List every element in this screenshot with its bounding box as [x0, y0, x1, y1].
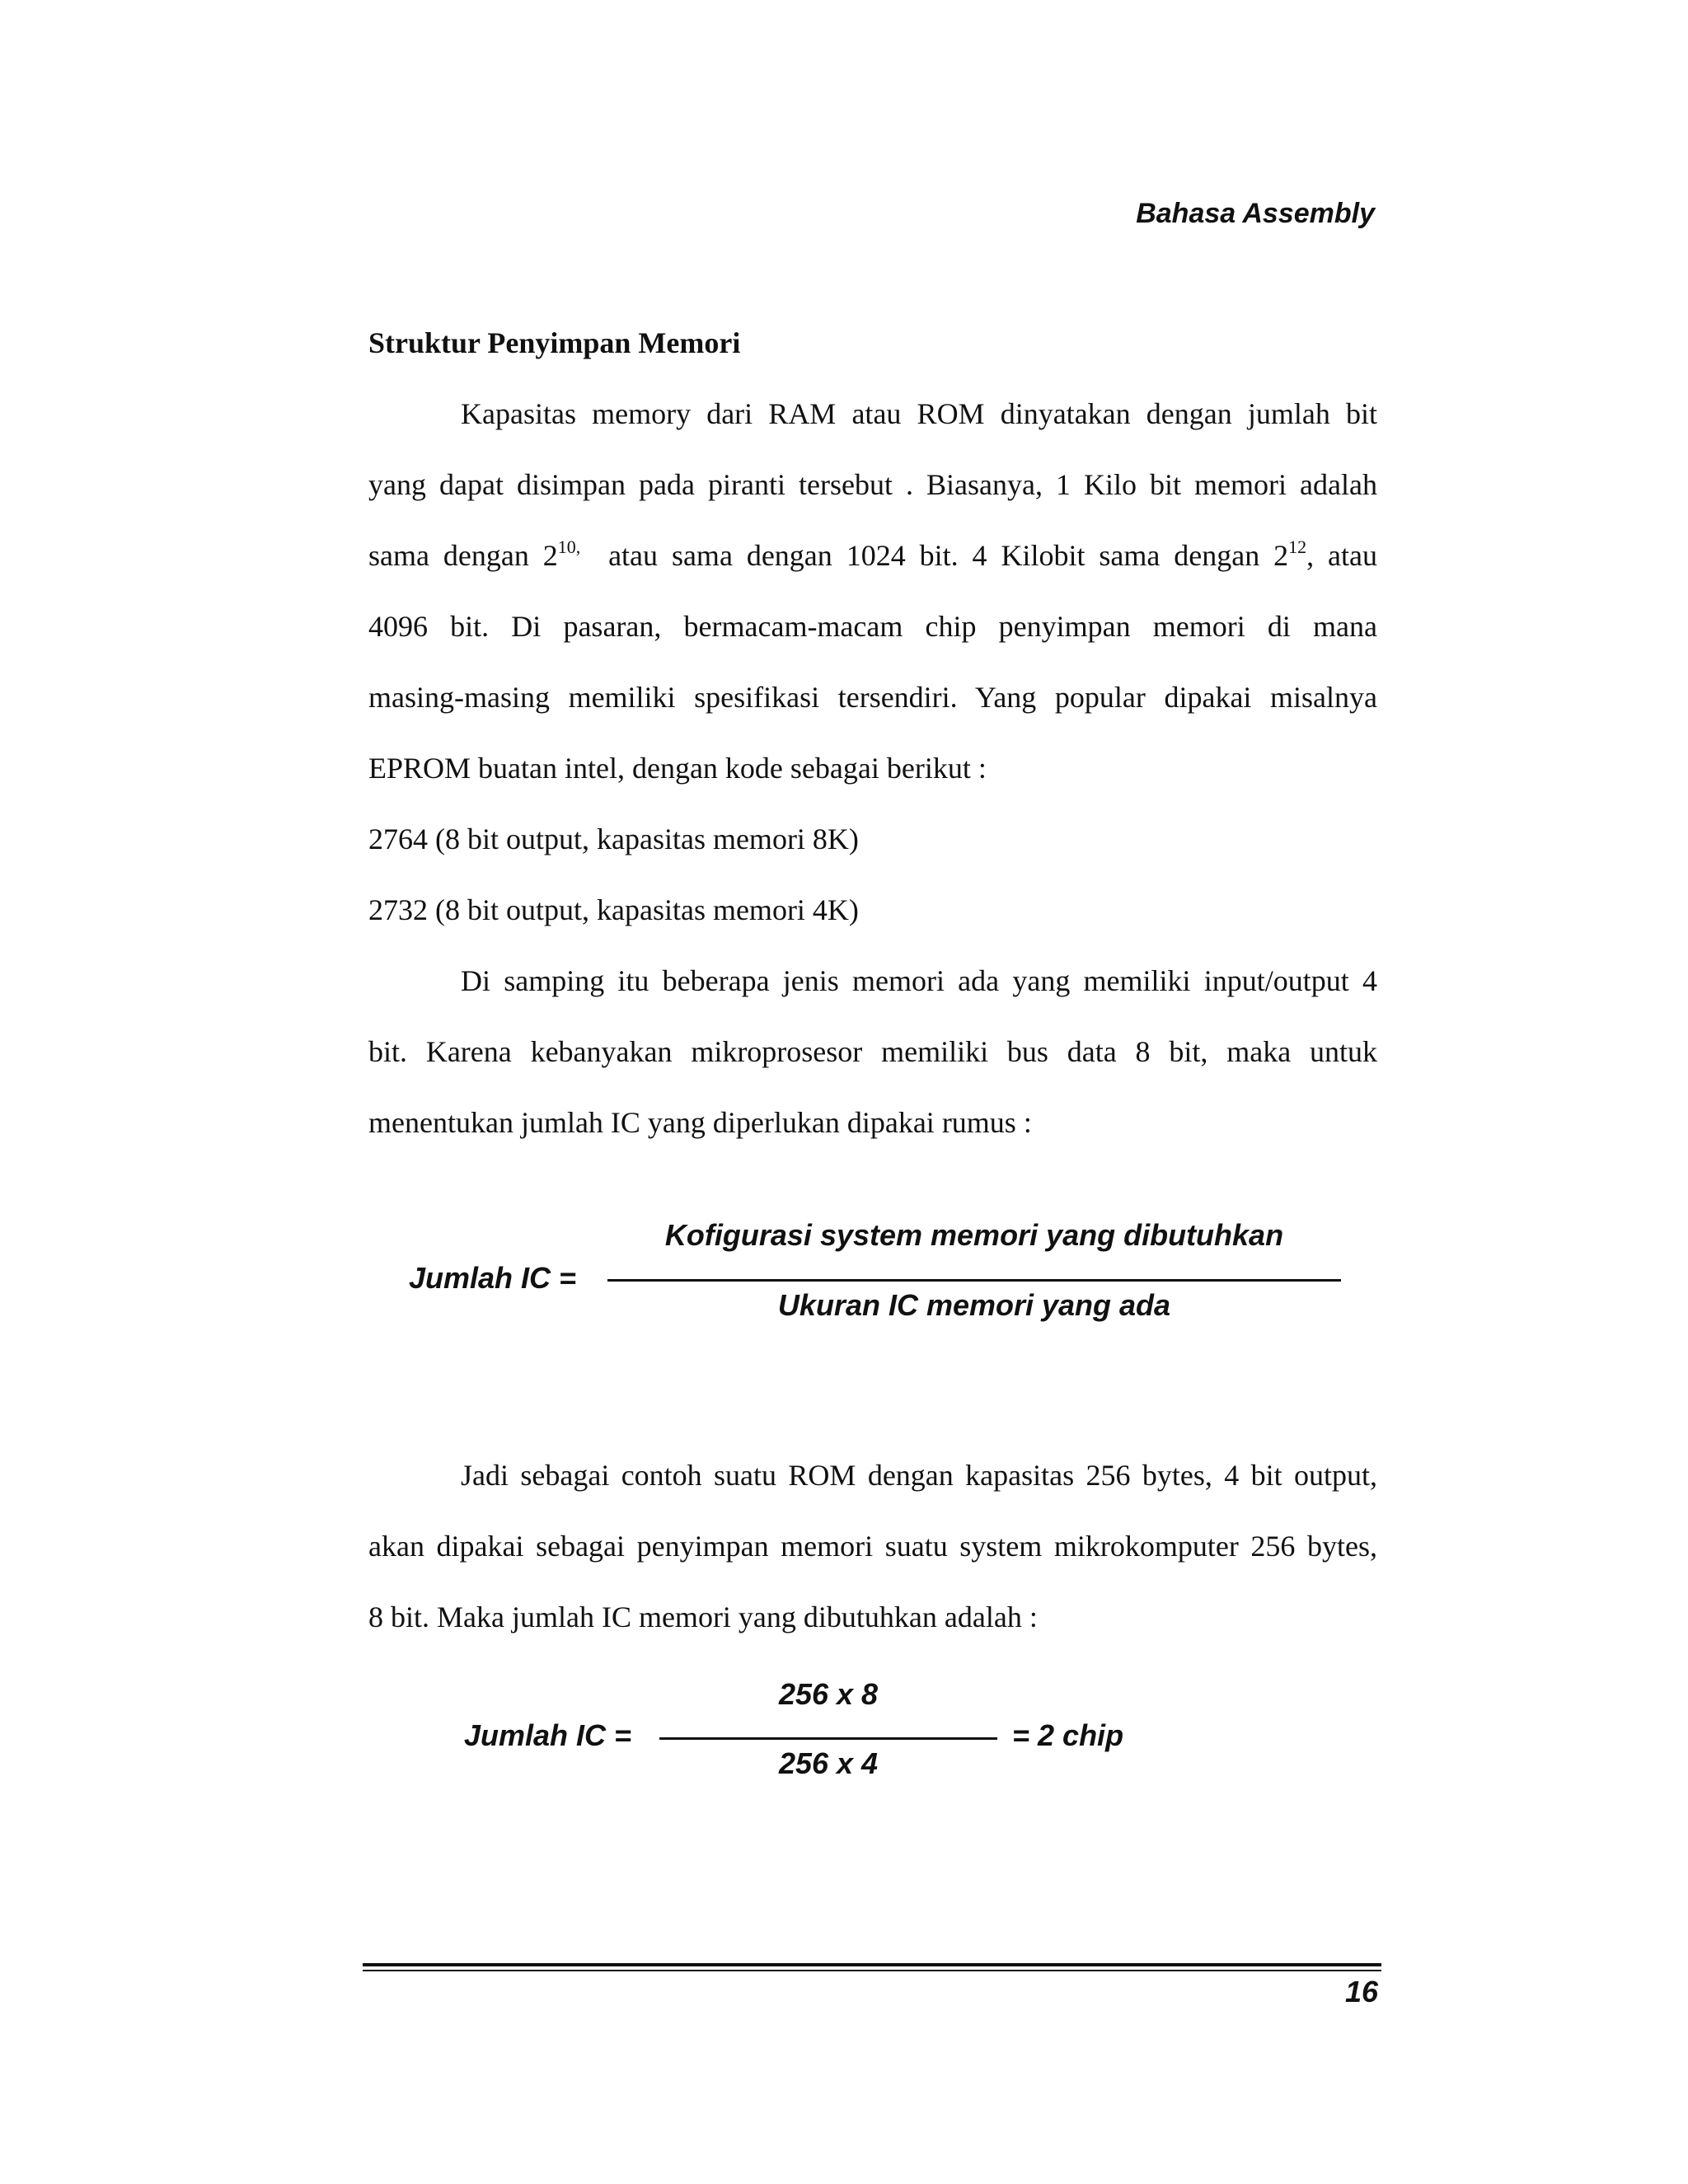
formula1-denominator: Ukuran IC memori yang ada: [777, 1288, 1171, 1322]
section-title: Struktur Penyimpan Memori: [368, 326, 741, 359]
formula2-result: = 2 chip: [1012, 1718, 1124, 1752]
para1-line3: [368, 537, 1377, 574]
running-header: Bahasa Assembly: [1136, 198, 1375, 229]
page-number: 16: [1344, 1975, 1378, 2008]
para3-line3: 8 bit. Maka jumlah IC memori yang dibutuhkan adalah :: [368, 1601, 1038, 1633]
formula1-numerator: Kofigurasi system memori yang dibutuhkan: [664, 1218, 1284, 1252]
para1-line3-c: , atau: [1306, 539, 1377, 572]
para1-line6: EPROM buatan intel, dengan kode sebagai berikut :: [368, 752, 987, 785]
superscript-10: 10,: [557, 537, 581, 557]
para1-line5: masing-masing memiliki spesifikasi tersendiri. Yang popular dipakai misalnya: [368, 681, 1377, 714]
para3-line1: Jadi sebagai contoh suatu ROM dengan kapasitas 256 bytes, 4 bit output,: [461, 1459, 1377, 1492]
formula1-lhs: Jumlah IC =: [409, 1261, 577, 1295]
formula2-numerator: 256 x 8: [778, 1677, 879, 1711]
para2-line1: Di samping itu beberapa jenis memori ada yang memiliki input/output 4: [461, 964, 1377, 997]
para1-line3-b: atau sama dengan 1024 bit. 4 Kilobit sama dengan 2: [608, 539, 1289, 572]
formula2-lhs: Jumlah IC =: [464, 1718, 632, 1752]
formula1-fraction-bar: [607, 1279, 1341, 1282]
footer-rule-thin: [363, 1970, 1381, 1971]
para1-line4: 4096 bit. Di pasaran, bermacam-macam chip penyimpan memori di mana: [368, 610, 1377, 643]
para3-line2: akan dipakai sebagai penyimpan memori suatu system mikrokomputer 256 bytes,: [368, 1530, 1377, 1563]
footer-rule-thick: [363, 1963, 1381, 1966]
para1-line2: yang dapat disimpan pada piranti tersebut . Biasanya, 1 Kilo bit memori adalah: [368, 468, 1377, 501]
para2-line3: menentukan jumlah IC yang diperlukan dipakai rumus :: [368, 1106, 1032, 1139]
formula2-denominator: 256 x 4: [778, 1746, 879, 1780]
para2-line2: bit. Karena kebanyakan mikroprosesor memiliki bus data 8 bit, maka untuk: [368, 1035, 1377, 1068]
para1-line3-a: sama dengan 2: [368, 539, 558, 572]
para1-line1: Kapasitas memory dari RAM atau ROM dinyatakan dengan jumlah bit: [461, 397, 1377, 430]
list-item-2764: 2764 (8 bit output, kapasitas memori 8K): [368, 823, 859, 855]
superscript-12: 12: [1288, 537, 1307, 557]
formula2-fraction-bar: [659, 1737, 997, 1740]
list-item-2732: 2732 (8 bit output, kapasitas memori 4K): [368, 893, 859, 926]
